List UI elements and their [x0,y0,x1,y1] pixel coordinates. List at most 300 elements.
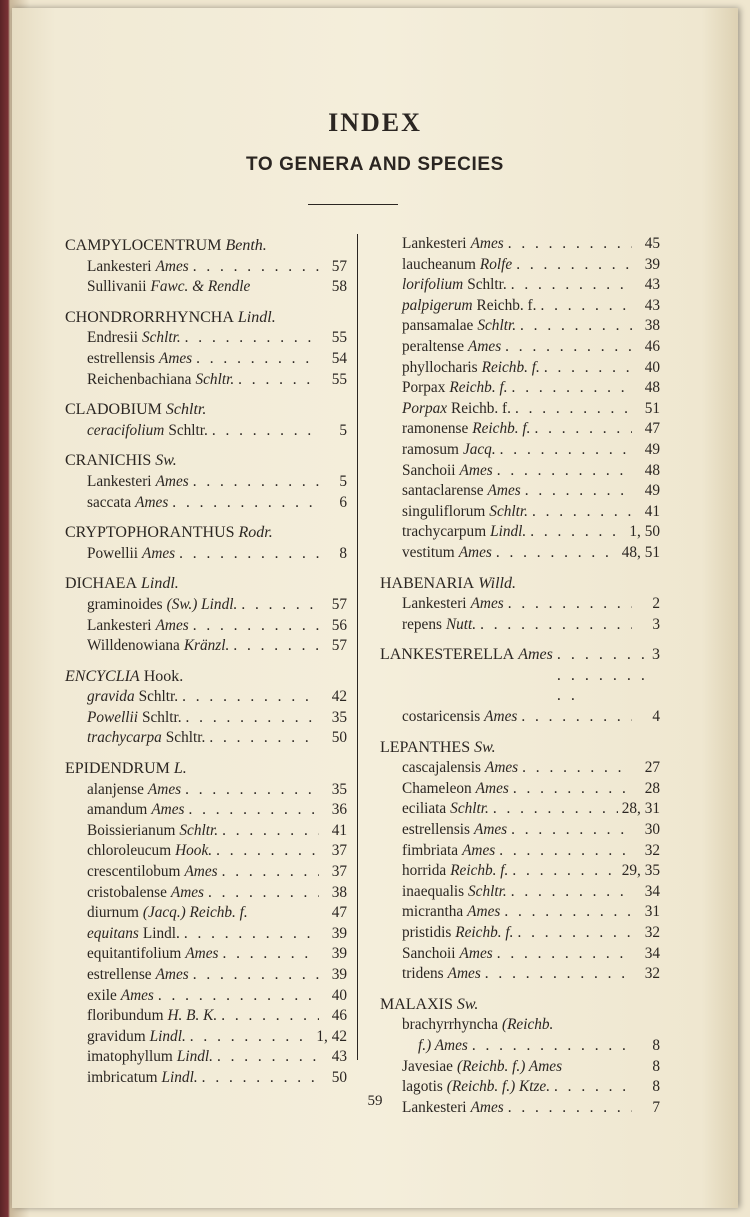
species-authority: Ames [470,235,504,252]
species-authority: Ames [447,965,481,983]
genus-name: LEPANTHES [380,738,471,756]
leader-dots [508,594,632,615]
species-authority: Ames [467,903,501,921]
species-authority: Reichb. f. [450,862,509,880]
leader-dots [193,472,319,493]
species-authority: Lindl. [161,1068,198,1086]
page-ref: 49 [644,482,660,500]
genus-name: CLADOBIUM [65,401,162,419]
leader-dots [525,481,632,502]
page-ref: 5 [339,421,347,439]
species-authority: Ames [135,493,169,511]
index-entry [380,296,660,317]
leader-dots [532,502,632,523]
index-entry [65,328,347,349]
leader-dots [497,461,632,482]
leader-dots [184,924,319,945]
species-authority: Reichb. f. [451,399,511,417]
species-authority: (Reichb. [501,1016,554,1034]
page-ref: 51 [644,399,660,417]
species-name: Sanchoii [402,461,456,479]
genus-group [65,574,347,656]
species-name: Lankesteri [402,595,467,613]
species-authority: Ames [458,543,492,561]
index-entry [65,708,347,729]
genus-heading [380,574,660,595]
species-authority: Lindl. [490,523,527,541]
species-name: horrida [402,862,447,880]
species-authority: Rolfe [479,255,513,273]
index-entry [65,965,347,986]
species-name: costaricensis [402,708,481,726]
genus-authority: Willd. [478,574,516,592]
page-number: 59 [367,1093,383,1109]
species-name: eciliata [402,800,447,818]
species-name: Powellii [87,708,138,726]
page-ref: 34 [644,882,660,900]
page-ref: 48 [644,379,660,397]
page-ref: 46 [644,337,660,355]
genus-group [65,667,347,749]
genus-authority: Sw. [155,452,177,470]
page-ref: 43 [644,296,660,314]
page-ref: 2 [652,595,660,613]
leader-dots [172,493,319,514]
index-entry [65,1006,347,1027]
page-ref: 32 [644,924,660,941]
leader-dots [217,1047,319,1068]
species-authority: Ames [155,616,189,634]
leader-dots [521,707,632,728]
species-authority: Ames [459,461,493,479]
index-entry [65,421,347,442]
page-ref: 35 [331,708,347,726]
page-ref: 28 [644,779,660,797]
index-entry [380,234,660,255]
species-authority: (Reichb. f.) Ktze. [446,1078,551,1096]
page-ref: 29, 35 [621,862,660,880]
species-authority: Ames [470,595,504,613]
index-entry [380,944,660,965]
page-ref: 39 [331,945,347,963]
species-authority: Hook. [175,842,213,860]
species-authority: Schltr. [195,370,235,388]
leader-dots [193,616,319,637]
leader-dots [208,883,319,904]
genus-name: DICHAEA [65,575,137,593]
page-subtitle: TO GENERA AND SPECIES [246,154,504,175]
species-name: palpigerum [402,296,473,314]
species-name: Sanchoii [402,944,456,962]
page-ref: 38 [644,317,660,335]
genus-group [380,645,660,727]
species-name: micrantha [402,903,464,921]
leader-dots [193,257,319,278]
species-name: repens [402,615,442,633]
leader-dots [216,841,319,862]
leader-dots [188,800,319,821]
index-entry [380,316,660,337]
species-authority: Lindl. [142,924,180,942]
page-ref: 54 [331,349,347,367]
index-entry [380,275,660,296]
leader-dots [511,882,632,903]
leader-dots [544,358,632,379]
leader-dots [222,862,319,883]
leader-dots [222,821,319,842]
genus-name: CRYPTOPHORANTHUS [65,524,235,542]
page-ref: 31 [644,903,660,921]
leader-dots [182,687,319,708]
genus-group [380,574,660,636]
species-authority: Schltr. [450,800,489,818]
index-entry [380,1015,660,1036]
index-entry [65,903,347,924]
leader-dots [516,255,632,276]
index-entry [65,595,347,616]
genus-page-ref: 3 [652,646,660,664]
genus-authority: L. [173,760,187,778]
leader-dots [209,728,319,749]
genus-group [65,236,347,298]
leader-dots [520,316,632,337]
index-entry [65,277,347,298]
species-authority: Reichb. f. [449,379,508,397]
species-name: Lankesteri [87,257,152,275]
page-ref: 1, 42 [316,1027,347,1045]
species-name: Endresii [87,329,138,347]
index-entry [65,1027,347,1048]
species-name: gravida [87,688,135,706]
species-authority: Ames [459,944,493,962]
page-ref: 8 [652,1057,660,1075]
page-ref: 8 [652,1036,660,1054]
index-entry [65,493,347,514]
species-name: gravidum [87,1027,146,1045]
index-entry [65,687,347,708]
index-column-right [380,234,660,1128]
species-authority: Ames [473,821,508,839]
genus-authority: Schltr. [165,401,207,419]
species-name: lagotis [402,1078,443,1096]
index-entry [65,1047,347,1068]
species-authority: (Jacq.) Reichb. f. [142,904,248,922]
genus-name: CAMPYLOCENTRUM [65,237,222,254]
species-name: phyllocharis [402,358,478,376]
page-ref: 4 [652,708,660,726]
species-name: crescentilobum [87,863,181,881]
species-authority: (Reichb. f.) Ames [456,1057,563,1075]
index-entry [65,370,347,391]
species-name: floribundum [87,1007,164,1025]
species-authority: Schltr. [141,329,181,347]
species-name: Lankesteri [87,472,152,490]
species-authority: Ames [485,759,519,777]
index-entry [380,502,660,523]
page-ref: 8 [652,1078,660,1096]
species-authority: Jacq. [462,440,496,458]
genus-name: CRANICHIS [65,452,152,470]
genus-group [380,234,660,564]
species-authority: Schltr. [165,729,206,747]
species-name: equitans [87,924,139,942]
genus-heading [380,645,660,707]
page-ref: 43 [331,1048,347,1066]
page-ref: 40 [644,358,660,376]
index-entry [380,841,660,862]
leader-dots [518,923,633,944]
leader-dots [480,615,632,636]
genus-name: CHONDRORRHYNCHA [65,308,234,326]
index-entry [65,257,347,278]
species-name: vestitum [402,543,455,561]
page-ref: 39 [644,255,660,273]
index-entry [65,780,347,801]
index-entry [65,728,347,749]
species-authority: Schltr. [467,276,507,294]
leader-dots [493,799,618,820]
page-ref: 45 [644,235,660,252]
genus-name: MALAXIS [380,995,453,1013]
leader-dots [202,1068,319,1089]
species-name: saccata [87,493,132,511]
leader-dots [158,986,319,1007]
page-ref: 47 [644,420,660,438]
leader-dots [472,1036,632,1057]
page-ref: 46 [331,1007,347,1025]
species-authority: Reichb. f. [476,296,537,314]
species-name: estrellensis [402,821,470,839]
page-ref: 41 [331,821,347,839]
species-authority: Ames [484,708,518,726]
species-authority: Reichb. f. [455,924,514,941]
species-name: trachycarpa [87,729,162,747]
species-name: trachycarpum [402,523,487,541]
genus-authority: Ames [518,646,553,664]
page-ref: 42 [331,688,347,706]
index-entry [380,758,660,779]
index-entry [65,821,347,842]
page-ref: 27 [644,759,660,777]
species-name: lorifolium [402,276,464,294]
index-entry [380,902,660,923]
page-ref: 39 [331,966,347,983]
genus-heading [65,400,347,421]
species-name: imbricatum [87,1068,158,1086]
leader-dots [534,419,632,440]
index-entry [380,461,660,482]
index-entry [380,399,660,420]
species-name: ramonense [402,420,469,438]
genus-name: LANKESTERELLA [380,646,515,664]
genus-heading [380,738,660,759]
leader-dots [522,758,632,779]
leader-dots [497,944,632,965]
species-authority: Kränzl. [183,637,230,655]
index-entry [65,924,347,945]
index-entry [380,923,660,944]
species-authority: Ames [487,482,521,500]
genus-heading [65,759,347,780]
index-entry [65,800,347,821]
genus-name: ENCYCLIA [65,667,140,685]
genus-heading [65,574,347,595]
species-name: inaequalis [402,882,465,900]
species-name: ramosum [402,440,459,458]
species-name: Willdenowiana [87,637,180,655]
page-ref: 57 [331,257,347,275]
index-entry [65,616,347,637]
index-column-left [65,236,347,1099]
page-ref: 37 [331,842,347,860]
page-ref: 32 [644,841,660,859]
title-rule [308,204,398,205]
genus-group [65,308,347,390]
index-entry [65,472,347,493]
index-entry [380,337,660,358]
index-entry [380,543,660,564]
species-name: Sullivanii [87,278,147,296]
genus-heading [65,523,347,544]
species-name: Lankesteri [87,616,152,634]
genus-group [65,451,347,513]
species-authority: Ames [475,779,509,797]
species-name: laucheanum [402,255,476,273]
index-entry [380,707,660,728]
leader-dots [179,544,319,565]
index-entry [380,861,660,882]
leader-dots [241,595,319,616]
leader-dots [500,440,632,461]
index-entry [380,594,660,615]
index-entry [380,1057,660,1078]
index-entry [65,636,347,657]
leader-dots [511,820,632,841]
leader-dots [212,421,319,442]
leader-dots [504,902,632,923]
genus-group [65,759,347,1089]
genus-heading [65,236,347,257]
species-name: imatophyllum [87,1048,173,1066]
page-ref: 28, 31 [621,800,660,818]
page-ref: 48 [644,461,660,479]
species-authority: Ames [185,945,219,963]
species-authority: Ames [462,841,496,859]
page-ref: 3 [652,615,660,633]
species-name: Porpax [402,399,448,417]
genus-name: EPIDENDRUM [65,760,170,778]
genus-group [65,523,347,564]
leader-dots: . . . . . . . . . . . . . . . . [556,646,648,705]
leader-dots [186,708,319,729]
page-ref: 39 [331,924,347,942]
species-name: ceracifolium [87,421,165,439]
genus-authority: Rodr. [238,524,273,542]
genus-name: HABENARIA [380,574,475,592]
page-ref: 1, 50 [629,523,660,541]
index-entry [380,779,660,800]
species-name: Boissierianum [87,821,176,839]
genus-authority: Lindl. [141,575,179,593]
leader-dots [515,399,632,420]
species-name: cristobalense [87,883,167,901]
genus-group [65,400,347,441]
page-ref: 35 [331,780,347,798]
leader-dots [511,275,632,296]
species-authority: Reichb. f. [472,420,531,438]
species-name: fimbriata [402,841,459,859]
species-name: Powellii [87,544,138,562]
genus-group [380,738,660,985]
page-title: INDEX [328,108,422,137]
species-name: tridens [402,965,444,983]
species-authority: Schltr. [142,708,182,726]
species-authority: Ames [468,337,502,355]
index-entry [65,944,347,965]
species-name: chloroleucum [87,842,172,860]
genus-heading [65,308,347,329]
species-authority: f.) Ames [418,1036,468,1054]
species-authority: Reichb. f. [481,358,540,376]
species-authority: Ames [470,1098,504,1116]
leader-dots [505,337,632,358]
species-name: Lankesteri [402,235,467,252]
species-name: equitantifolium [87,945,182,963]
species-name: santaclarense [402,482,484,500]
book-page [12,8,738,1208]
species-name: amandum [87,801,148,819]
species-authority: Ames [155,257,189,275]
species-authority: Ames [155,472,189,490]
index-entry [380,964,660,985]
genus-authority: Sw. [456,995,479,1013]
species-name: pansamalae [402,317,474,335]
page-ref: 8 [339,544,347,562]
species-name: exile [87,986,117,1004]
species-authority: H. B. K. [167,1007,218,1025]
species-name: cascajalensis [402,759,481,777]
index-entry [65,1068,347,1089]
species-name: estrellensis [87,349,155,367]
page-ref: 58 [331,278,347,296]
page-ref: 36 [331,801,347,819]
leader-dots [485,964,632,985]
species-authority: Ames [147,780,182,798]
page-ref: 40 [331,986,347,1004]
leader-dots [193,965,319,986]
page-ref: 50 [331,729,347,747]
species-authority: Ames [170,883,204,901]
index-entry [380,615,660,636]
leader-dots [540,296,632,317]
species-authority: Fawc. & Rendle [150,278,251,296]
species-name: Javesiae [402,1057,453,1075]
index-entry [380,1036,660,1057]
index-entry [380,440,660,461]
page-ref: 55 [331,329,347,347]
species-authority: Ames [151,801,185,819]
leader-dots [530,522,625,543]
page-ref: 34 [644,944,660,962]
genus-authority: Benth. [225,237,267,254]
leader-dots [196,349,319,370]
page-ref: 56 [331,616,347,634]
leader-dots [508,234,632,255]
leader-dots [222,944,319,965]
index-entry [380,799,660,820]
page-ref: 49 [644,440,660,458]
page-ref: 6 [339,493,347,511]
